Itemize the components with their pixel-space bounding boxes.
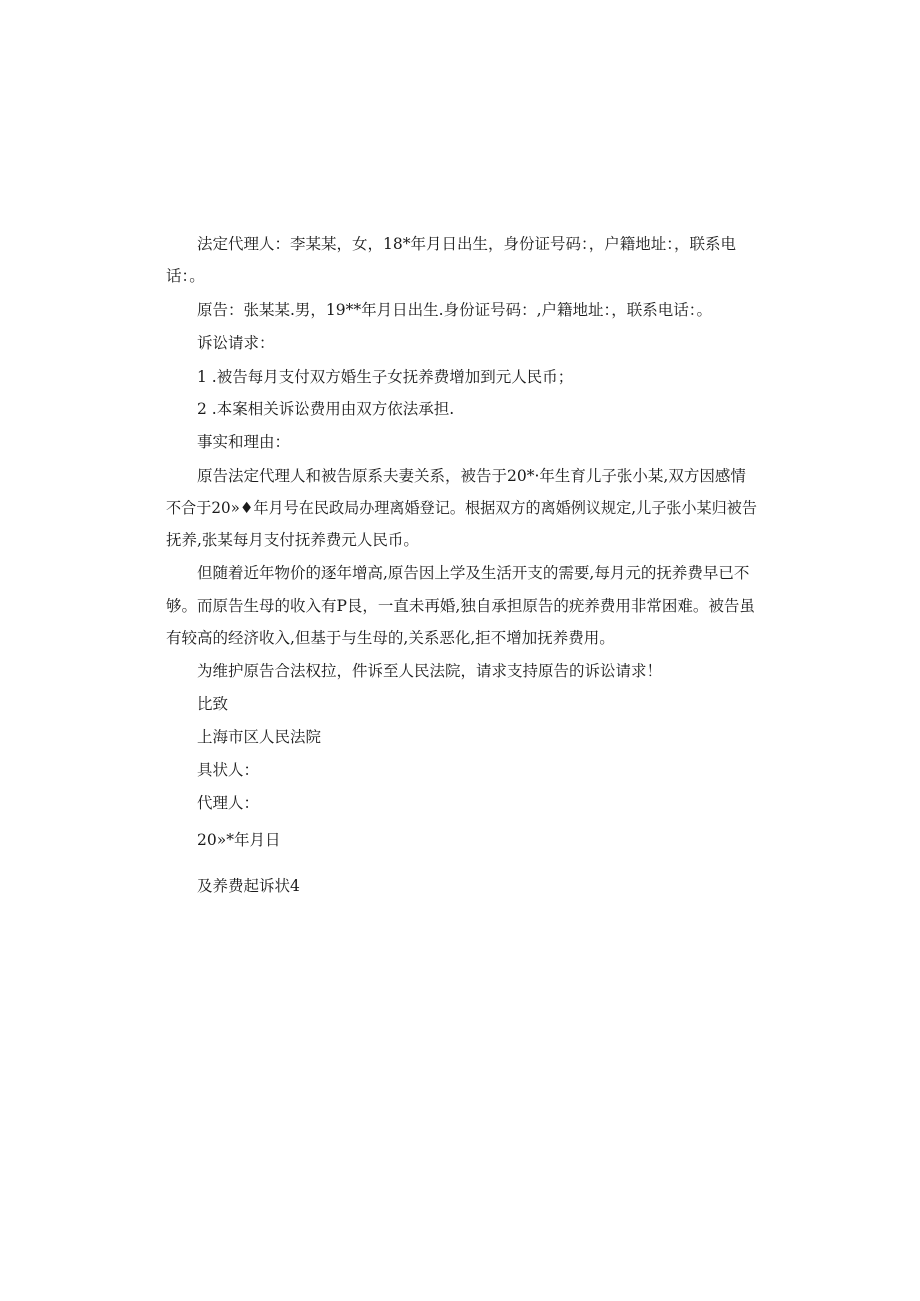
facts-p2-line1: 但随着近年物价的逐年增高,原告因上学及生活开支的需要,每月元的抚养费早已不 — [197, 564, 750, 582]
facts-p1-line1: 原告法定代理人和被告原系夫妻关系，被告于20*·年生育儿子张小某,双方因感情 — [197, 467, 746, 485]
agent-line-1: 法定代理人：李某某，女，18*年月日出生，身份证号码：，户籍地址：，联系电 — [197, 235, 736, 253]
claims-heading: 诉讼请求： — [197, 334, 275, 352]
agent-line-2: 话：。 — [166, 267, 205, 285]
date-line: 20»*年月日 — [197, 831, 281, 849]
court-name: 上海市区人民法院 — [197, 728, 322, 746]
facts-p2-line3: 有较高的经济收入,但基于与生母的,关系恶化,拒不增加抚养费用。 — [166, 629, 615, 647]
to-line: 比致 — [197, 695, 229, 713]
signer-line: 具状人： — [197, 761, 260, 779]
agent-sign-line: 代理人： — [197, 794, 260, 812]
claim-2: 2 .本案相关诉讼费用由双方依法承担. — [197, 400, 455, 418]
facts-heading: 事实和理由： — [197, 433, 291, 451]
footer-title: 及养费起诉状4 — [197, 877, 300, 895]
facts-p1-line2: 不合于20»♦年月号在民政局办理离婚登记。根据双方的离婚例议规定,儿子张小某归被告 — [166, 499, 758, 517]
facts-p3: 为维护原告合法权拉，件诉至人民法院，请求支持原告的诉讼请求！ — [197, 662, 663, 680]
plaintiff-line: 原告：张某某.男，19**年月日出生.身份证号码：,户籍地址：，联系电话：。 — [197, 301, 713, 319]
facts-p1-line3: 抚养,张某每月支付抚养费元人民币。 — [166, 531, 419, 549]
facts-p2-line2: 够。而原告生母的收入有P艮，一直未再婚,独自承担原告的疣养费用非常困难。被告虽 — [166, 597, 755, 615]
claim-1: 1 .被告每月支付双方婚生子女抚养费增加到元人民币； — [197, 368, 574, 386]
